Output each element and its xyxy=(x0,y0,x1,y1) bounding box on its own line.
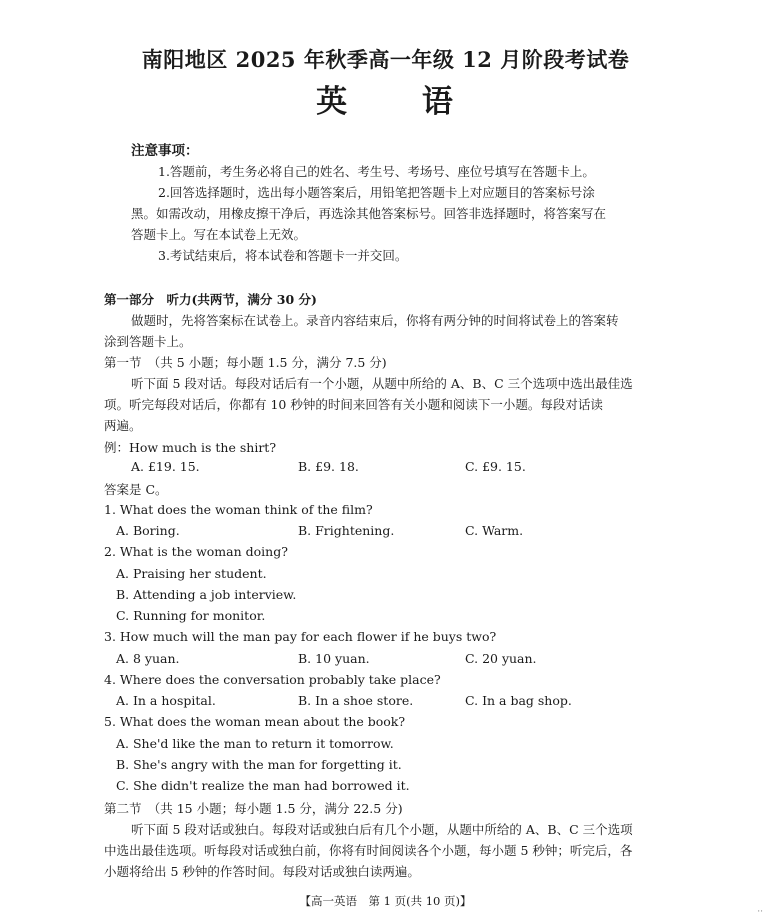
question-2: 2. What is the woman doing? xyxy=(104,544,288,559)
notes-item-1: 1.答题前，考生务必将自己的姓名、考生号、考场号、座位号填写在答题卡上。 xyxy=(158,164,595,179)
notes-item-2: 2.回答选择题时，选出每小题答案后，用铅笔把答题卡上对应题目的答案标号涂 xyxy=(158,185,595,200)
exam-title: 南阳地区 2025 年秋季高一年级 12 月阶段考试卷 xyxy=(141,47,630,72)
question-5: 5. What does the woman mean about the book? xyxy=(104,714,406,729)
example-option-a: A. £19. 15. xyxy=(131,459,200,474)
subject-title: 英 语 xyxy=(316,84,455,120)
q2-option-c: C. Running for monitor. xyxy=(116,608,266,623)
question-4: 4. Where does the conversation probably take place? xyxy=(104,672,441,687)
q3-option-b: B. 10 yuan. xyxy=(298,651,370,666)
section1-intro-cont: 两遍。 xyxy=(104,418,142,433)
q3-option-a: A. 8 yuan. xyxy=(116,651,180,666)
example-question: 例：How much is the shirt? xyxy=(104,440,277,455)
q1-option-b: B. Frightening. xyxy=(298,523,395,538)
q2-option-b: B. Attending a job interview. xyxy=(116,587,297,602)
part1-intro: 做题时，先将答案标在试卷上。录音内容结束后，你将有两分钟的时间将试卷上的答案转 xyxy=(131,313,619,328)
q4-option-a: A. In a hospital. xyxy=(116,693,216,708)
section2-heading: 第二节 （共 15 小题；每小题 1.5 分，满分 22.5 分) xyxy=(104,801,403,816)
q5-option-a: A. She'd like the man to return it tomorrow. xyxy=(116,736,394,751)
q4-option-b: B. In a shoe store. xyxy=(298,693,414,708)
q3-option-c: C. 20 yuan. xyxy=(465,651,537,666)
section2-intro: 听下面 5 段对话或独白。每段对话或独白后有几个小题，从题中所给的 A、B、C 三个选项 xyxy=(131,822,633,837)
notes-item-2-cont: 答题卡上。写在本试卷上无效。 xyxy=(131,227,307,242)
corner-mark: ·· xyxy=(757,907,763,917)
question-3: 3. How much will the man pay for each flower if he buys two? xyxy=(104,629,497,644)
notes-item-2-cont: 黑。如需改动，用橡皮擦干净后，再选涂其他答案标号。回答非选择题时，将答案写在 xyxy=(131,206,607,221)
notes-item-3: 3.考试结束后，将本试卷和答题卡一并交回。 xyxy=(158,248,408,263)
question-1: 1. What does the woman think of the film? xyxy=(104,502,373,517)
q5-option-b: B. She's angry with the man for forgetting it. xyxy=(116,757,402,772)
part1-intro-cont: 涂到答题卡上。 xyxy=(104,334,192,349)
example-answer: 答案是 C。 xyxy=(104,482,168,497)
q1-option-a: A. Boring. xyxy=(116,523,180,538)
section1-intro-cont: 项。听完每段对话后，你都有 10 秒钟的时间来回答有关小题和阅读下一小题。每段对话读 xyxy=(104,397,603,412)
notes-heading: 注意事项： xyxy=(131,143,199,159)
q2-option-a: A. Praising her student. xyxy=(116,566,267,581)
page-footer: 【高一英语 第 1 页(共 10 页)】 xyxy=(299,894,472,908)
section2-intro-cont: 中选出最佳选项。听每段对话或独白前，你将有时间阅读各个小题，每小题 5 秒钟；听完后，各 xyxy=(104,843,633,858)
q1-option-c: C. Warm. xyxy=(465,523,524,538)
example-option-b: B. £9. 18. xyxy=(298,459,359,474)
part1-heading: 第一部分 听力(共两节，满分 30 分) xyxy=(104,292,317,307)
section2-intro-cont: 小题将给出 5 秒钟的作答时间。每段对话或独白读两遍。 xyxy=(104,864,420,879)
section1-intro: 听下面 5 段对话。每段对话后有一个小题，从题中所给的 A、B、C 三个选项中选出最佳选 xyxy=(131,376,633,391)
q4-option-c: C. In a bag shop. xyxy=(465,693,572,708)
q5-option-c: C. She didn't realize the man had borrowed it. xyxy=(116,778,410,793)
example-option-c: C. £9. 15. xyxy=(465,459,526,474)
section1-heading: 第一节 （共 5 小题；每小题 1.5 分，满分 7.5 分) xyxy=(104,355,387,370)
